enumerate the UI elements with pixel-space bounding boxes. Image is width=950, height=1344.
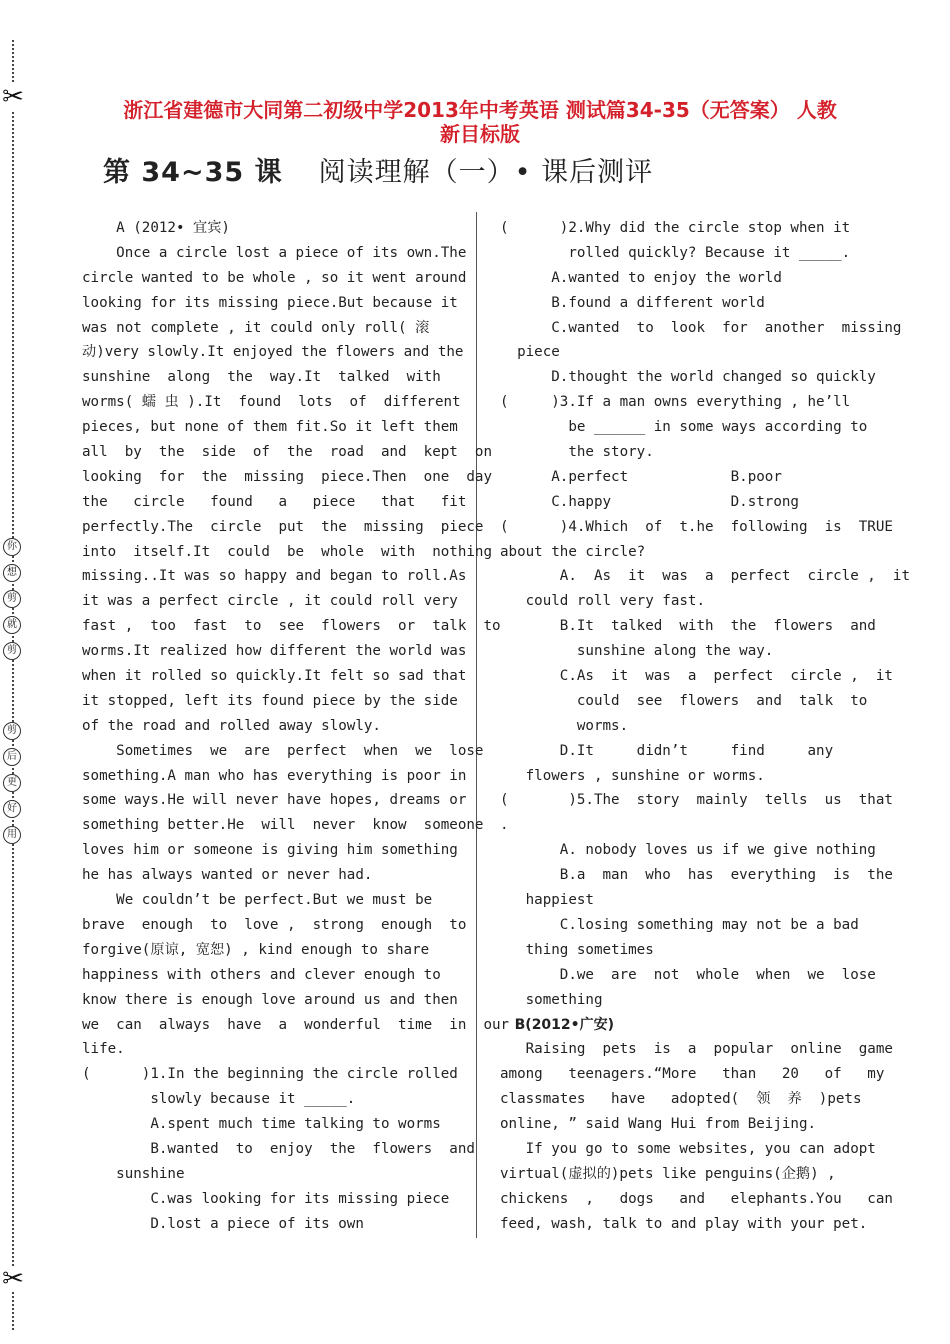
text-line: was not complete , it could only roll( 滚 <box>82 319 430 336</box>
text-line: If you go to some websites, you can adopt <box>500 1140 876 1157</box>
text-line: we can always have a wonderful time in our <box>82 1016 510 1033</box>
lesson-heading <box>103 150 653 189</box>
text-line: among teenagers.“More than 20 of my <box>500 1066 885 1083</box>
text-line: he has always wanted or never had. <box>82 867 373 884</box>
text-line: classmates have adopted( 领 养 )pets <box>500 1091 862 1108</box>
lesson-number: 第 34~35 课 <box>103 157 283 188</box>
text-line: B.a man who has everything is the <box>500 867 893 884</box>
text-line: C.As it was a perfect circle , it <box>500 668 893 685</box>
text-line: 动)very slowly.It enjoyed the flowers and the <box>82 344 464 361</box>
text-line: perfectly.The circle put the missing piece <box>82 518 484 535</box>
text-line: We couldn’t be perfect.But we must be <box>82 892 433 909</box>
text-line: it stopped, left its found piece by the side <box>82 692 458 709</box>
text-line: it was a perfect circle , it could roll very <box>82 593 458 610</box>
left-column <box>82 216 509 1237</box>
text-line: A.wanted to enjoy the world <box>500 269 782 286</box>
text-line: of the road and rolled away slowly. <box>82 717 381 734</box>
text-line: the circle found a piece that fit <box>82 493 467 510</box>
text-line: B.found a different world <box>500 294 765 311</box>
text-line: worms( 蠕 虫 ).It found lots of different <box>82 394 461 411</box>
cut-label-top <box>3 538 21 668</box>
cut-label-char: 好 <box>3 800 21 818</box>
text-line: feed, wash, talk to and play with your pet. <box>500 1215 868 1232</box>
text-line: ( )3.If a man owns everything , he’ll <box>500 394 851 411</box>
text-line: D.we are not whole when we lose <box>500 966 876 983</box>
text-line: A.spent much time talking to worms <box>82 1116 441 1133</box>
text-line: happiness with others and clever enough to <box>82 966 441 983</box>
text-line: ( )2.Why did the circle stop when it <box>500 220 851 236</box>
lesson-topic: 阅读理解（一）• 课后测评 <box>318 157 654 188</box>
text-line: flowers , sunshine or worms. <box>500 767 765 784</box>
text-line: slowly because it _____. <box>82 1091 356 1108</box>
text-line: looking for the missing piece.Then one day <box>82 468 492 485</box>
text-line: could see flowers and talk to <box>500 692 868 709</box>
cut-label-char: 剪 <box>3 642 21 660</box>
right-column <box>500 216 910 1237</box>
cut-label-char: 更 <box>3 774 21 792</box>
text-line: chickens , dogs and elephants.You can <box>500 1190 893 1207</box>
cut-line <box>12 40 14 1330</box>
cut-label-char: 剪 <box>3 590 21 608</box>
text-line: be ______ in some ways according to <box>500 419 868 436</box>
text-line: . <box>500 817 509 834</box>
title-line-2: 新目标版 <box>440 122 520 146</box>
cut-label-char: 就 <box>3 616 21 634</box>
text-line: C.wanted to look for another missing <box>500 319 902 336</box>
text-line: C.was looking for its missing piece <box>82 1190 450 1207</box>
text-line: worms. <box>500 717 629 734</box>
text-line: some ways.He will never have hopes, dreams or <box>82 792 467 809</box>
text-line: Raising pets is a popular online game <box>500 1041 893 1058</box>
text-line: A. As it was a perfect circle , it <box>500 568 910 585</box>
text-line: A (2012• 宜宾) <box>82 220 230 236</box>
page-title <box>70 98 890 146</box>
scissors-icon: ✂ <box>0 1266 26 1292</box>
text-line: A.perfect B.poor <box>500 468 782 485</box>
text-line: circle wanted to be whole , so it went around <box>82 269 467 286</box>
text-line: D.lost a piece of its own <box>82 1215 364 1232</box>
text-line: D.thought the world changed so quickly <box>500 369 876 386</box>
text-line: sunshine along the way. <box>500 643 774 660</box>
text-line: ( )4.Which of t.he following is TRUE <box>500 518 893 535</box>
text-line: worms.It realized how different the world was <box>82 643 467 660</box>
text-line: sunshine along the way.It talked with <box>82 369 441 386</box>
cut-label-char: 想 <box>3 564 21 582</box>
text-line: B(2012•广安) <box>500 1016 615 1033</box>
text-line: into itself.It could be whole with nothing <box>82 543 492 560</box>
text-line: life. <box>82 1041 125 1058</box>
text-line: know there is enough love around us and then <box>82 991 458 1008</box>
text-line: happiest <box>500 892 594 909</box>
text-line: could roll very fast. <box>500 593 705 610</box>
text-line: ( )5.The story mainly tells us that <box>500 792 893 809</box>
text-line: all by the side of the road and kept on <box>82 444 492 461</box>
text-line: something.A man who has everything is poor in <box>82 767 467 784</box>
text-line: ( )1.In the beginning the circle rolled <box>82 1066 458 1083</box>
text-line: about the circle? <box>500 543 646 560</box>
cut-label-char: 剪 <box>3 722 21 740</box>
text-line: forgive(原谅, 宽恕) , kind enough to share <box>82 941 430 958</box>
cut-label-char: 你 <box>3 538 21 556</box>
scissors-icon: ✂ <box>0 84 26 110</box>
text-line: missing..It was so happy and began to roll.As <box>82 568 467 585</box>
text-line: thing sometimes <box>500 941 654 958</box>
text-line: A. nobody loves us if we give nothing <box>500 842 876 859</box>
text-line: B.It talked with the flowers and <box>500 618 876 635</box>
text-line: C.happy D.strong <box>500 493 799 510</box>
cut-label-char: 用 <box>3 826 21 844</box>
text-line: B.wanted to enjoy the flowers and <box>82 1140 475 1157</box>
text-line: something better.He will never know someone <box>82 817 484 834</box>
text-line: sunshine <box>82 1165 185 1182</box>
text-line: D.It didn’t find any <box>500 742 834 759</box>
text-line: the story. <box>500 444 654 461</box>
text-line: online, ” said Wang Hui from Beijing. <box>500 1116 817 1133</box>
text-line: rolled quickly? Because it _____. <box>500 244 851 261</box>
text-line: brave enough to love , strong enough to <box>82 916 467 933</box>
title-line-1: 浙江省建德市大同第二初级中学2013年中考英语 测试篇34-35（无答案） 人教 <box>123 98 837 122</box>
text-line: when it rolled so quickly.It felt so sad that <box>82 668 467 685</box>
text-line: loves him or someone is giving him something <box>82 842 458 859</box>
text-line: piece <box>500 344 560 361</box>
text-line: C.losing something may not be a bad <box>500 916 859 933</box>
cut-label-bottom <box>3 722 21 852</box>
text-line: fast , too fast to see flowers or talk to <box>82 618 501 635</box>
cut-label-char: 后 <box>3 748 21 766</box>
text-line: looking for its missing piece.But because it <box>82 294 458 311</box>
text-line: something <box>500 991 603 1008</box>
text-line: virtual(虚拟的)pets like penguins(企鹅) , <box>500 1165 836 1182</box>
text-line: Sometimes we are perfect when we lose <box>82 742 484 759</box>
text-line: Once a circle lost a piece of its own.The <box>82 244 467 261</box>
text-line: pieces, but none of them fit.So it left them <box>82 419 458 436</box>
